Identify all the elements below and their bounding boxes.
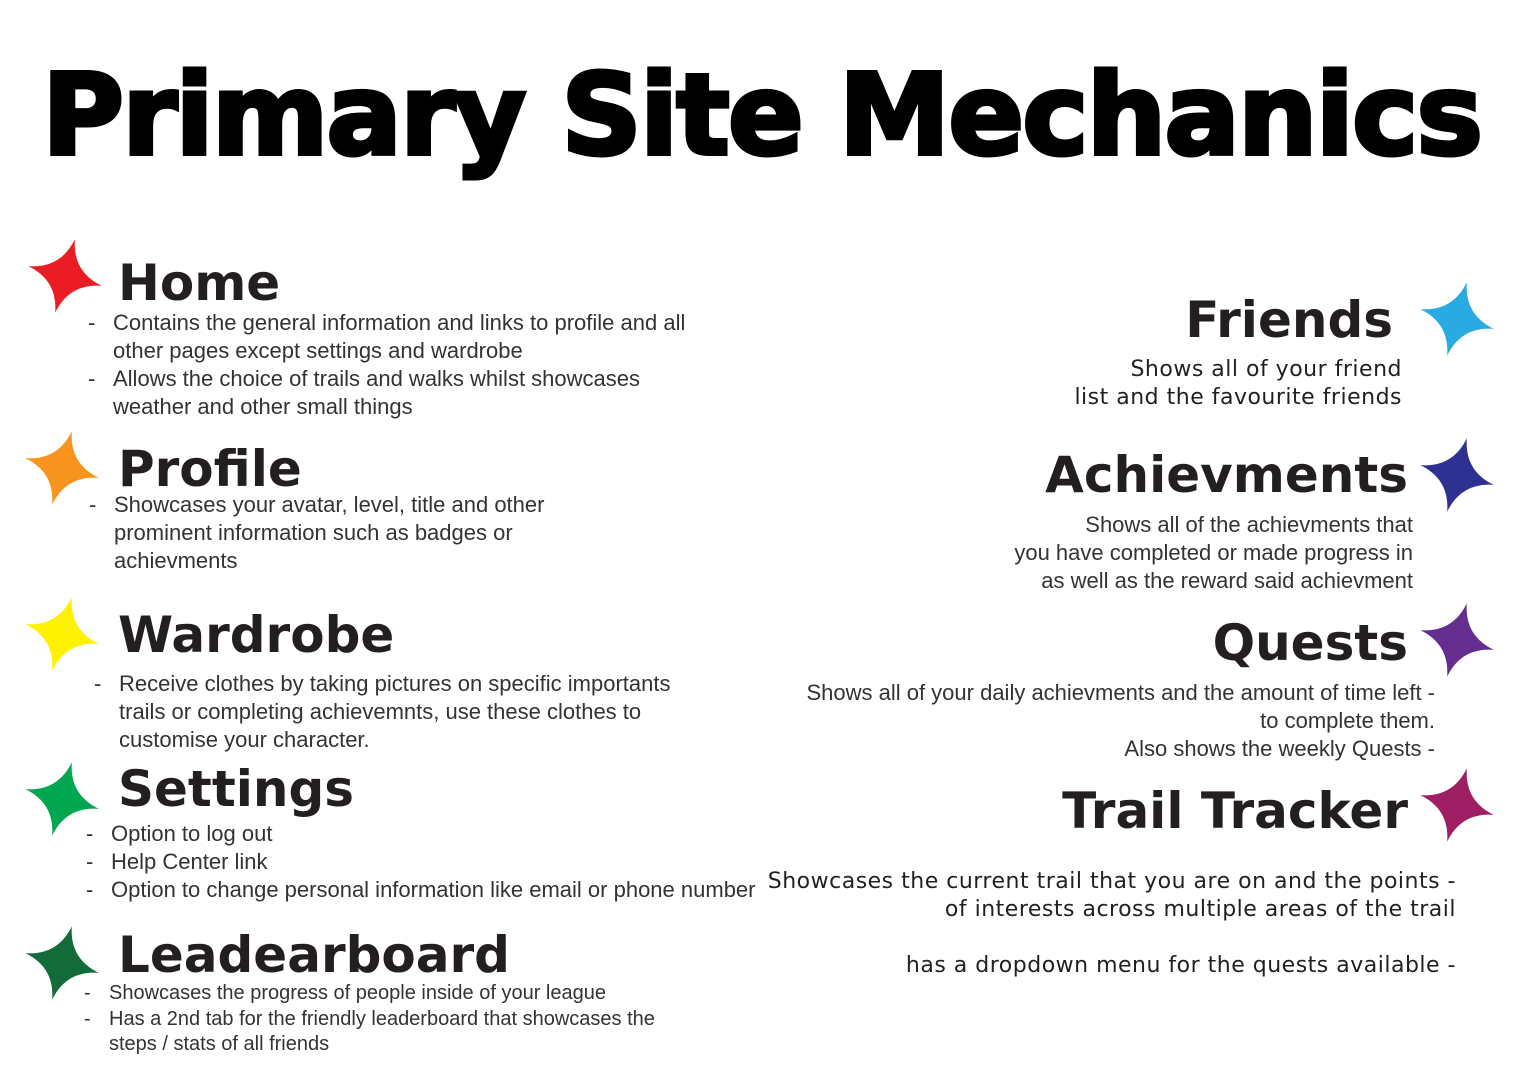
settings-bullet-item	[86, 876, 756, 904]
profile-bullet-text: Showcases your avatar, level, title and other prominent information such as badges or achievments	[114, 492, 545, 573]
leaderboard-bullet-list	[84, 981, 655, 1058]
settings-heading: Settings	[118, 760, 355, 818]
leaderboard-bullet-text: Has a 2nd tab for the friendly leaderboard that showcases the steps / stats of all friends	[109, 1007, 655, 1055]
trail-tracker-description: Showcases the current trail that you are on and the points - of interests across multiple areas of the trail has a dropdown menu for the quests available -	[767, 869, 1456, 978]
leaderboard-bullet-text: Showcases the progress of people inside of your league	[109, 982, 606, 1004]
bullet-dash: -	[89, 492, 97, 517]
settings-bullet-text: Help Center link	[111, 849, 268, 874]
friends-star-icon	[1419, 281, 1495, 357]
bullet-dash: -	[84, 982, 91, 1004]
wardrobe-heading: Wardrobe	[118, 606, 395, 664]
wardrobe-bullet-item	[94, 670, 670, 754]
settings-bullet-text: Option to log out	[111, 821, 273, 846]
friends-description: Shows all of your friend list and the favourite friends	[1074, 357, 1402, 410]
bullet-dash: -	[86, 849, 94, 874]
profile-bullet-list	[89, 491, 544, 575]
settings-bullet-item	[86, 848, 756, 876]
home-bullet-item	[88, 365, 685, 421]
settings-bullet-list	[86, 820, 756, 904]
bullet-dash: -	[84, 1007, 91, 1030]
bullet-dash: -	[88, 366, 96, 391]
friends-heading: Friends	[1185, 291, 1393, 349]
wardrobe-star-icon	[24, 596, 100, 672]
wardrobe-bullet-list	[94, 670, 670, 754]
profile-bullet-item	[89, 491, 544, 575]
page-title: Primary Site Mechanics	[42, 51, 1482, 181]
bullet-dash: -	[86, 877, 94, 902]
home-bullet-text: Allows the choice of trails and walks whilst showcases weather and other small things	[113, 366, 641, 419]
bullet-dash: -	[88, 310, 96, 335]
settings-bullet-text: Option to change personal information like email or phone number	[111, 877, 756, 902]
quests-star-icon	[1419, 602, 1495, 678]
trail-tracker-star-icon	[1419, 767, 1495, 843]
quests-description: Shows all of your daily achievments and the amount of time left - to complete them. Also shows the weekly Quests -	[806, 680, 1435, 761]
home-heading: Home	[118, 254, 281, 312]
wardrobe-bullet-text: Receive clothes by taking pictures on specific importants trails or completing achievemnts, use these clothes to customise your character.	[119, 671, 671, 752]
achievements-heading: Achievments	[1045, 446, 1408, 504]
achievements-star-icon	[1419, 437, 1495, 513]
leaderboard-bullet-item	[84, 981, 655, 1007]
home-star-icon	[27, 238, 103, 314]
achievements-description: Shows all of the achievments that you have completed or made progress in as well as the reward said achievment	[1014, 512, 1413, 593]
leaderboard-bullet-item	[84, 1007, 655, 1058]
quests-heading: Quests	[1212, 614, 1408, 672]
home-bullet-text: Contains the general information and links to profile and all other pages except settings and wardrobe	[113, 310, 686, 363]
trail-tracker-heading: Trail Tracker	[1062, 782, 1408, 840]
bullet-dash: -	[94, 671, 102, 696]
home-bullet-item	[88, 309, 685, 365]
home-bullet-list	[88, 309, 685, 421]
leaderboard-heading: Leadearboard	[118, 926, 510, 984]
profile-heading: Profile	[118, 440, 302, 498]
bullet-dash: -	[86, 821, 94, 846]
settings-bullet-item	[86, 820, 756, 848]
